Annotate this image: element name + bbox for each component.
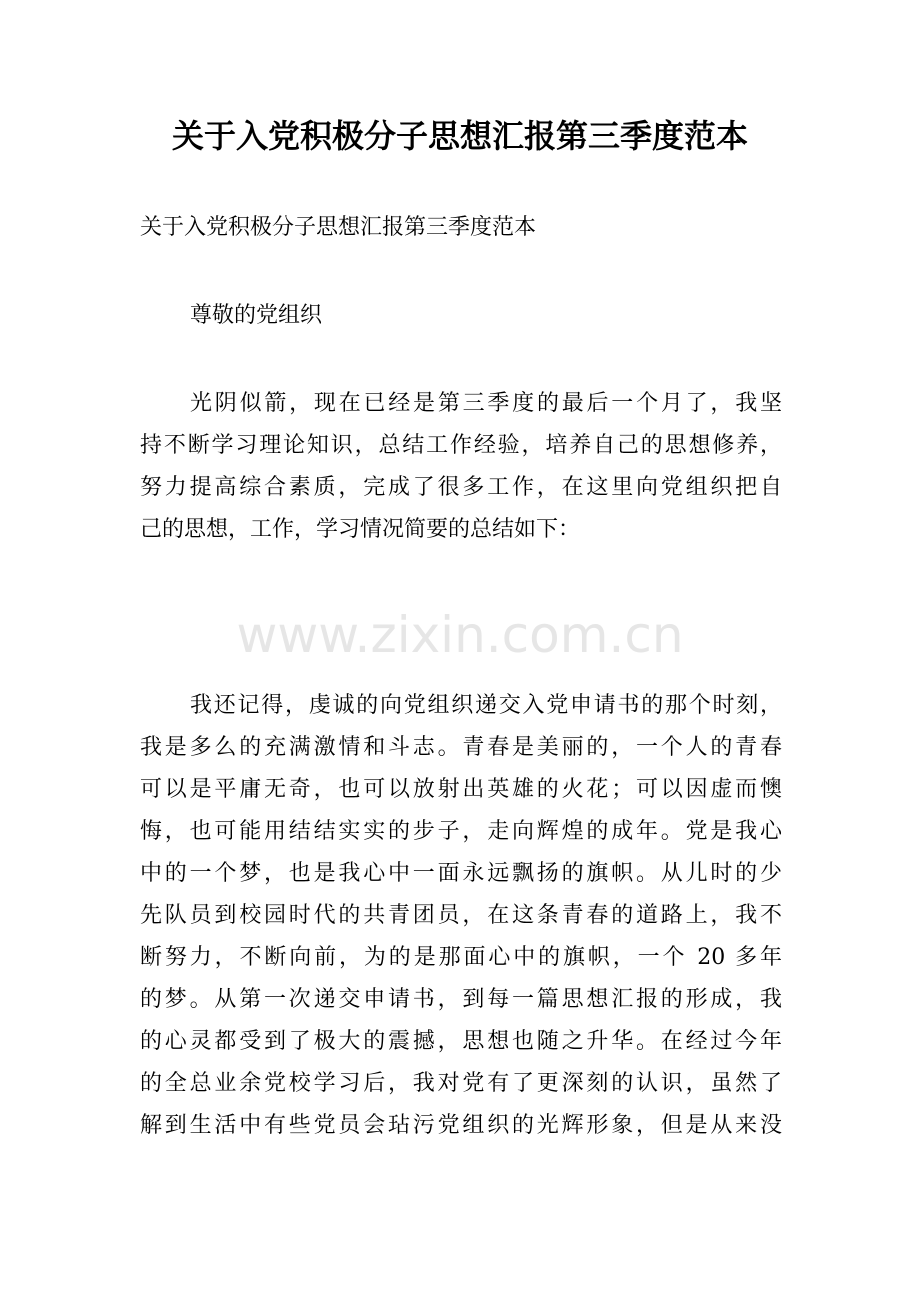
paragraph-line: 我还记得，虔诚的向党组织递交入党申请书的那个时刻， [190, 693, 782, 718]
paragraph-memory [140, 685, 782, 1147]
paragraph-line: 断努力，不断向前，为的是那面心中的旗帜，一个 20 多年 [140, 945, 782, 970]
paragraph-line: 持不断学习理论知识，总结工作经验，培养自己的思想修养， [140, 433, 782, 458]
paragraph-line: 光阴似箭，现在已经是第三季度的最后一个月了，我坚 [190, 391, 782, 416]
watermark-text: www.zixin.com.cn [236, 606, 684, 664]
paragraph-line: 中的一个梦，也是我心中一面永远飘扬的旗帜。从儿时的少 [140, 861, 782, 886]
paragraph-line: 的梦。从第一次递交申请书，到每一篇思想汇报的形成，我 [140, 987, 782, 1012]
paragraph-line: 解到生活中有些党员会玷污党组织的光辉形象，但是从来没 [140, 1113, 782, 1138]
paragraph-line: 我是多么的充满激情和斗志。青春是美丽的，一个人的青春 [140, 735, 782, 760]
paragraph-line: 可以是平庸无奇，也可以放射出英雄的火花；可以因虚而懊 [140, 777, 782, 802]
paragraph-line: 的心灵都受到了极大的震撼，思想也随之升华。在经过今年 [140, 1029, 782, 1054]
paragraph-line: 悔，也可能用结结实实的步子，走向辉煌的成年。党是我心 [140, 819, 782, 844]
paragraph-line: 己的思想，工作，学习情况简要的总结如下： [140, 517, 581, 542]
paragraph-intro [140, 383, 782, 551]
paragraph-line: 努力提高综合素质，完成了很多工作，在这里向党组织把自 [140, 475, 782, 500]
paragraph-line: 先队员到校园时代的共青团员，在这条青春的道路上，我不 [140, 903, 782, 928]
document-subtitle: 关于入党积极分子思想汇报第三季度范本 [140, 215, 537, 240]
document-title: 关于入党积极分子思想汇报第三季度范本 [171, 117, 748, 155]
salutation: 尊敬的党组织 [190, 303, 323, 328]
paragraph-line: 的全总业余党校学习后，我对党有了更深刻的认识，虽然了 [140, 1071, 782, 1096]
